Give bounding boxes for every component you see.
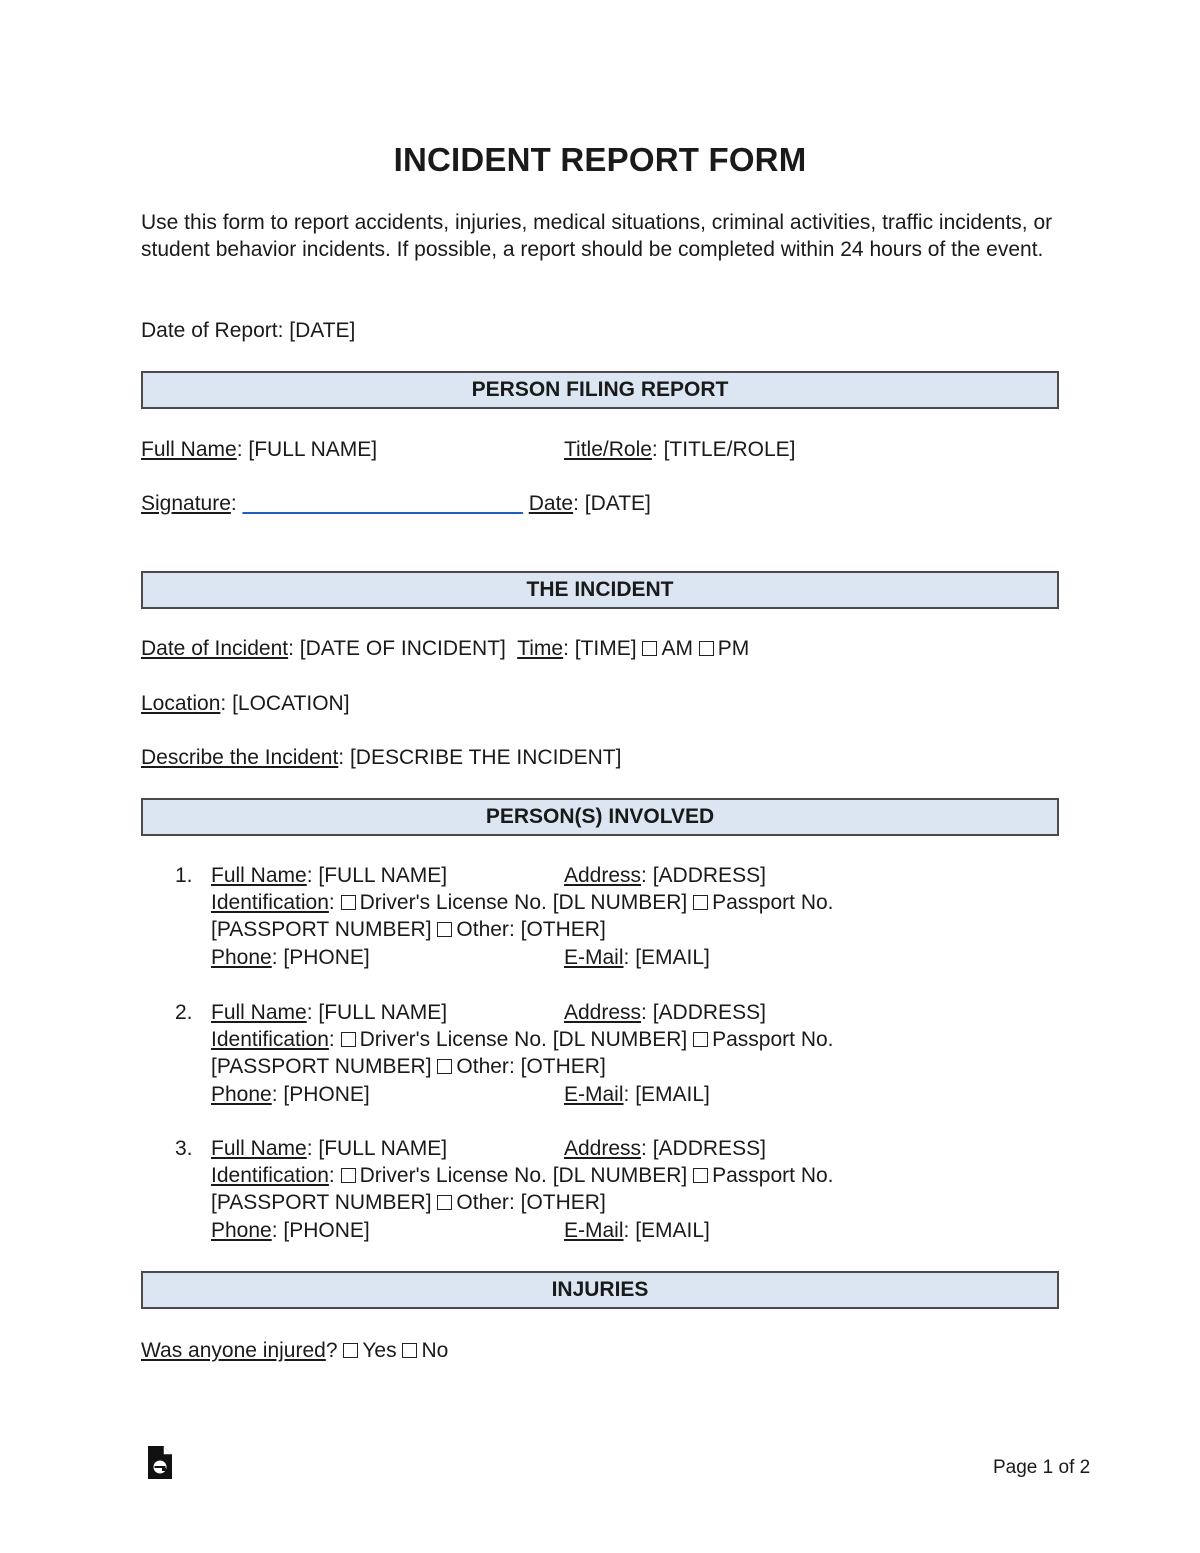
passport-label: Passport No. [712, 1164, 834, 1187]
person-email-label: E-Mail [564, 1219, 624, 1242]
am-label: AM [661, 637, 693, 660]
intro-paragraph: Use this form to report accidents, injuries, medical situations, criminal activities, traffic incidents, or student behavior incidents. If possible, a report should be completed within 24 hours of the event. [141, 211, 1053, 261]
person-email-row: E-Mail: [EMAIL] [564, 1219, 710, 1242]
person-identification-label: Identification [211, 1164, 329, 1187]
incident-date-time-row: Date of Incident: [DATE OF INCIDENT] Time: [TIME] AM PM [141, 637, 750, 660]
person-email-value[interactable]: [EMAIL] [635, 1219, 710, 1242]
incident-time-label: Time [517, 637, 564, 660]
person-full-name-value[interactable]: [FULL NAME] [318, 1137, 448, 1160]
incident-time-value[interactable]: [TIME] [574, 637, 637, 660]
drivers-license-label: Driver's License No. [359, 891, 547, 914]
person-full-name-value[interactable]: [FULL NAME] [318, 864, 448, 887]
person-address-label: Address [564, 1137, 642, 1160]
am-checkbox[interactable] [642, 641, 657, 656]
drivers-license-label: Driver's License No. [359, 1164, 547, 1187]
injured-question-row: Was anyone injured? Yes No [141, 1339, 449, 1362]
person-email-row: E-Mail: [EMAIL] [564, 946, 710, 969]
person-identification-label: Identification [211, 891, 329, 914]
incident-describe-value[interactable]: [DESCRIBE THE INCIDENT] [349, 746, 622, 769]
drivers-license-checkbox[interactable] [341, 895, 356, 910]
person-address-value[interactable]: [ADDRESS] [652, 1001, 766, 1024]
section-header-injuries: INJURIES [141, 1271, 1059, 1309]
person-passport-other-row: [PASSPORT NUMBER] Other: [OTHER] [211, 1191, 606, 1214]
passport-checkbox[interactable] [693, 895, 708, 910]
drivers-license-checkbox[interactable] [341, 1168, 356, 1183]
drivers-license-value[interactable]: [DL NUMBER] [552, 1028, 688, 1051]
person-identification-row: Identification: Driver's License No. [DL NUMBER] Passport No. [211, 1164, 834, 1187]
signature-label: Signature [141, 492, 231, 515]
drivers-license-value[interactable]: [DL NUMBER] [552, 891, 688, 914]
person-phone-row: Phone: [PHONE] [211, 1083, 370, 1106]
other-id-label: Other [456, 918, 509, 941]
document-e-logo-icon [146, 1444, 174, 1481]
pm-label: PM [717, 637, 750, 660]
person-full-name-label: Full Name [211, 1001, 307, 1024]
person-address-row: Address: [ADDRESS] [564, 864, 766, 887]
other-id-value[interactable]: [OTHER] [520, 918, 606, 941]
filer-signature-row: Signature: ________________________ Date: [DATE] [141, 492, 651, 515]
person-phone-value[interactable]: [PHONE] [283, 1219, 370, 1242]
passport-value[interactable]: [PASSPORT NUMBER] [211, 918, 432, 941]
person-address-value[interactable]: [ADDRESS] [652, 864, 766, 887]
filer-title-label: Title/Role [564, 438, 652, 461]
incident-location-row: Location: [LOCATION] [141, 692, 350, 715]
person-address-row: Address: [ADDRESS] [564, 1137, 766, 1160]
person-phone-value[interactable]: [PHONE] [283, 1083, 370, 1106]
filer-full-name-value[interactable]: [FULL NAME] [248, 438, 378, 461]
person-phone-label: Phone [211, 1083, 272, 1106]
person-passport-other-row: [PASSPORT NUMBER] Other: [OTHER] [211, 918, 606, 941]
signature-line[interactable]: ________________________ [242, 492, 523, 515]
filer-name-row: Full Name: [FULL NAME] [141, 438, 378, 461]
passport-value[interactable]: [PASSPORT NUMBER] [211, 1055, 432, 1078]
person-identification-label: Identification [211, 1028, 329, 1051]
section-header-person-filing: PERSON FILING REPORT [141, 371, 1059, 409]
person-email-label: E-Mail [564, 1083, 624, 1106]
pm-checkbox[interactable] [699, 641, 714, 656]
injured-no-checkbox[interactable] [402, 1343, 417, 1358]
person-full-name-label: Full Name [211, 1137, 307, 1160]
page-number: Page 1 of 2 [993, 1457, 1091, 1478]
drivers-license-checkbox[interactable] [341, 1032, 356, 1047]
other-id-value[interactable]: [OTHER] [520, 1191, 606, 1214]
drivers-license-value[interactable]: [DL NUMBER] [552, 1164, 688, 1187]
passport-label: Passport No. [712, 1028, 834, 1051]
date-of-report-value[interactable]: [DATE] [289, 319, 356, 342]
person-name-row: Full Name: [FULL NAME] [211, 1001, 448, 1024]
person-phone-label: Phone [211, 946, 272, 969]
filer-date-value[interactable]: [DATE] [584, 492, 651, 515]
filer-date-label: Date [528, 492, 574, 515]
other-id-checkbox[interactable] [437, 1059, 452, 1074]
person-phone-row: Phone: [PHONE] [211, 1219, 370, 1242]
date-of-report-line: Date of Report: [DATE] [141, 319, 356, 342]
person-full-name-label: Full Name [211, 864, 307, 887]
injured-no-label: No [421, 1339, 449, 1362]
other-id-checkbox[interactable] [437, 922, 452, 937]
incident-describe-row: Describe the Incident: [DESCRIBE THE INCIDENT] [141, 746, 622, 769]
person-email-label: E-Mail [564, 946, 624, 969]
person-number: 3. [175, 1137, 193, 1160]
person-address-row: Address: [ADDRESS] [564, 1001, 766, 1024]
other-id-value[interactable]: [OTHER] [520, 1055, 606, 1078]
incident-location-label: Location [141, 692, 221, 715]
person-full-name-value[interactable]: [FULL NAME] [318, 1001, 448, 1024]
section-header-persons-involved: PERSON(S) INVOLVED [141, 798, 1059, 836]
person-passport-other-row: [PASSPORT NUMBER] Other: [OTHER] [211, 1055, 606, 1078]
section-header-incident: THE INCIDENT [141, 571, 1059, 609]
person-phone-row: Phone: [PHONE] [211, 946, 370, 969]
passport-value[interactable]: [PASSPORT NUMBER] [211, 1191, 432, 1214]
person-phone-value[interactable]: [PHONE] [283, 946, 370, 969]
other-id-checkbox[interactable] [437, 1195, 452, 1210]
incident-location-value[interactable]: [LOCATION] [232, 692, 350, 715]
person-address-value[interactable]: [ADDRESS] [652, 1137, 766, 1160]
filer-title-value[interactable]: [TITLE/ROLE] [663, 438, 796, 461]
person-identification-row: Identification: Driver's License No. [DL NUMBER] Passport No. [211, 891, 834, 914]
injured-question-label: Was anyone injured [141, 1339, 326, 1362]
incident-date-label: Date of Incident [141, 637, 289, 660]
person-name-row: Full Name: [FULL NAME] [211, 864, 448, 887]
person-email-value[interactable]: [EMAIL] [635, 946, 710, 969]
filer-full-name-label: Full Name [141, 438, 237, 461]
person-address-label: Address [564, 1001, 642, 1024]
injured-yes-checkbox[interactable] [343, 1343, 358, 1358]
filer-title-row: Title/Role: [TITLE/ROLE] [564, 438, 796, 461]
passport-checkbox[interactable] [693, 1032, 708, 1047]
passport-checkbox[interactable] [693, 1168, 708, 1183]
person-name-row: Full Name: [FULL NAME] [211, 1137, 448, 1160]
drivers-license-label: Driver's License No. [359, 1028, 547, 1051]
person-email-row: E-Mail: [EMAIL] [564, 1083, 710, 1106]
person-identification-row: Identification: Driver's License No. [DL NUMBER] Passport No. [211, 1028, 834, 1051]
passport-label: Passport No. [712, 891, 834, 914]
form-title: INCIDENT REPORT FORM [393, 141, 807, 178]
incident-describe-label: Describe the Incident [141, 746, 339, 769]
person-number: 2. [175, 1001, 193, 1024]
other-id-label: Other [456, 1055, 509, 1078]
person-address-label: Address [564, 864, 642, 887]
person-number: 1. [175, 864, 193, 887]
other-id-label: Other [456, 1191, 509, 1214]
person-phone-label: Phone [211, 1219, 272, 1242]
incident-date-value[interactable]: [DATE OF INCIDENT] [299, 637, 506, 660]
injured-yes-label: Yes [362, 1339, 397, 1362]
person-email-value[interactable]: [EMAIL] [635, 1083, 710, 1106]
date-of-report-label: Date of Report [141, 319, 278, 342]
